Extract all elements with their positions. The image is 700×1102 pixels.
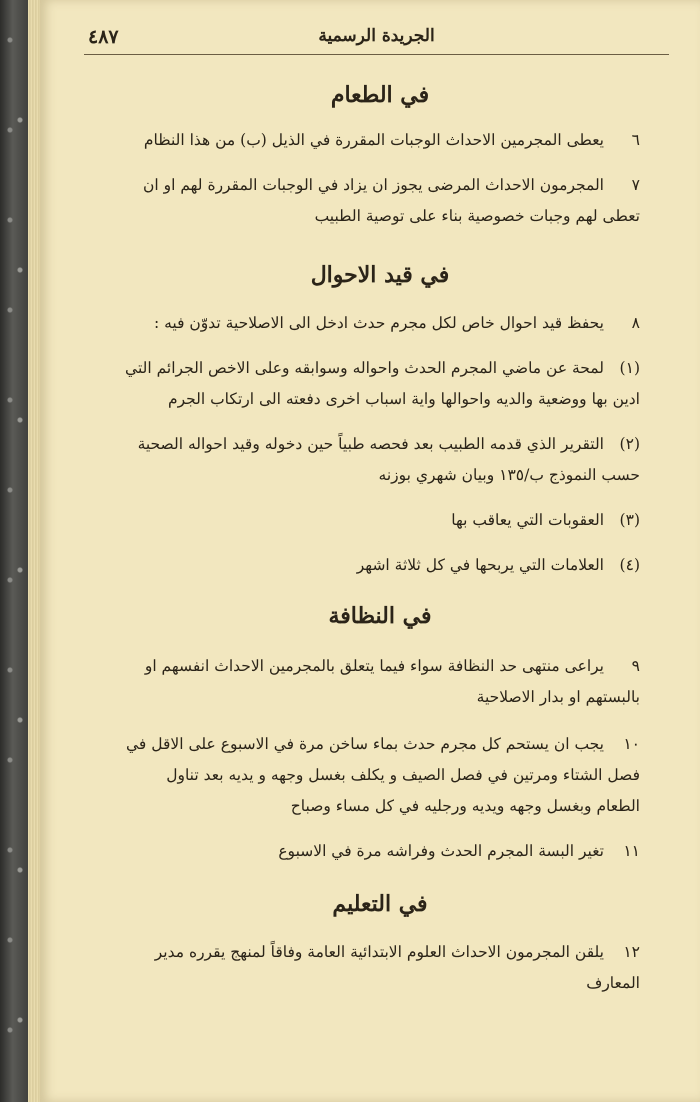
item-number: (٣) bbox=[619, 511, 640, 529]
section-heading-cleanliness: في النظافة bbox=[328, 603, 432, 629]
running-title: الجريدة الرسمية bbox=[318, 26, 435, 46]
paragraph-text: تغير البسة المجرم الحدث وفراشه مرة في الاسبوع bbox=[278, 842, 604, 860]
paragraph-number: ٧ bbox=[631, 176, 640, 194]
paragraph-8 bbox=[120, 308, 640, 339]
record-item-4 bbox=[120, 550, 640, 581]
page-header bbox=[84, 26, 669, 55]
record-item-3 bbox=[120, 505, 640, 536]
paragraph-number: ١٢ bbox=[623, 943, 640, 961]
document-page bbox=[40, 0, 700, 1102]
item-text: لمحة عن ماضي المجرم الحدث واحواله وسوابقه وعلى الاخص الجرائم التي ادين بها ووضعية والديه واحوالها واية اسباب اخرى دفعته الى ارتكاب الجرم bbox=[125, 359, 640, 408]
paragraph-11 bbox=[120, 836, 640, 867]
item-number: (١) bbox=[619, 359, 640, 377]
item-text: العلامات التي يربحها في كل ثلاثة اشهر bbox=[356, 556, 604, 574]
paragraph-7 bbox=[120, 170, 640, 232]
paragraph-12 bbox=[120, 937, 640, 999]
item-number: (٢) bbox=[619, 435, 640, 453]
paragraph-text: المجرمون الاحداث المرضى يجوز ان يزاد في الوجبات المقررة لهم او ان تعطى لهم وجبات خصوصية بناء على توصية الطبيب bbox=[143, 176, 640, 225]
section-heading-records: في قيد الاحوال bbox=[310, 262, 450, 288]
paragraph-text: يراعى منتهى حد النظافة سواء فيما يتعلق بالمجرمين الاحداث انفسهم او بالبستهم او بدار الاصلاحية bbox=[144, 657, 640, 706]
record-item-2 bbox=[120, 429, 640, 491]
page-number: ٤٨٧ bbox=[88, 26, 119, 48]
item-text: التقرير الذي قدمه الطبيب بعد فحصه طبياً حين دخوله وقيد احواله الصحية حسب النموذج ب/١٣٥ وبيان شهري بوزنه bbox=[137, 435, 640, 484]
page-content bbox=[120, 68, 640, 999]
paragraph-10 bbox=[120, 729, 640, 822]
section-heading-education: في التعليم bbox=[332, 891, 428, 917]
paragraph-text: يعطى المجرمين الاحداث الوجبات المقررة في الذيل (ب) من هذا النظام bbox=[143, 131, 604, 149]
paragraph-number: ٦ bbox=[631, 131, 640, 149]
record-item-1 bbox=[120, 353, 640, 415]
paragraph-number: ٨ bbox=[631, 314, 640, 332]
paragraph-text: يحفظ قيد احوال خاص لكل مجرم حدث ادخل الى الاصلاحية تدوّن فيه : bbox=[153, 314, 604, 332]
paragraph-6 bbox=[120, 125, 640, 156]
paragraph-number: ٩ bbox=[631, 657, 640, 675]
paragraph-text: يلقن المجرمون الاحداث العلوم الابتدائية العامة وفاقاً لمنهج يقرره مدير المعارف bbox=[154, 943, 640, 992]
item-text: العقوبات التي يعاقب بها bbox=[451, 511, 604, 529]
paragraph-number: ١٠ bbox=[623, 735, 640, 753]
paragraph-number: ١١ bbox=[623, 842, 640, 860]
paragraph-text: يجب ان يستحم كل مجرم حدث بماء ساخن مرة في الاسبوع على الاقل في فصل الشتاء ومرتين في فصل الصيف و يكلف بغسل وجهه و يديه بعد تناول الطعام وبغسل وجهه ويديه ورجليه في كل مساء وصباح bbox=[126, 735, 640, 815]
paragraph-9 bbox=[120, 651, 640, 713]
section-heading-food: في الطعام bbox=[330, 82, 430, 108]
item-number: (٤) bbox=[619, 556, 640, 574]
